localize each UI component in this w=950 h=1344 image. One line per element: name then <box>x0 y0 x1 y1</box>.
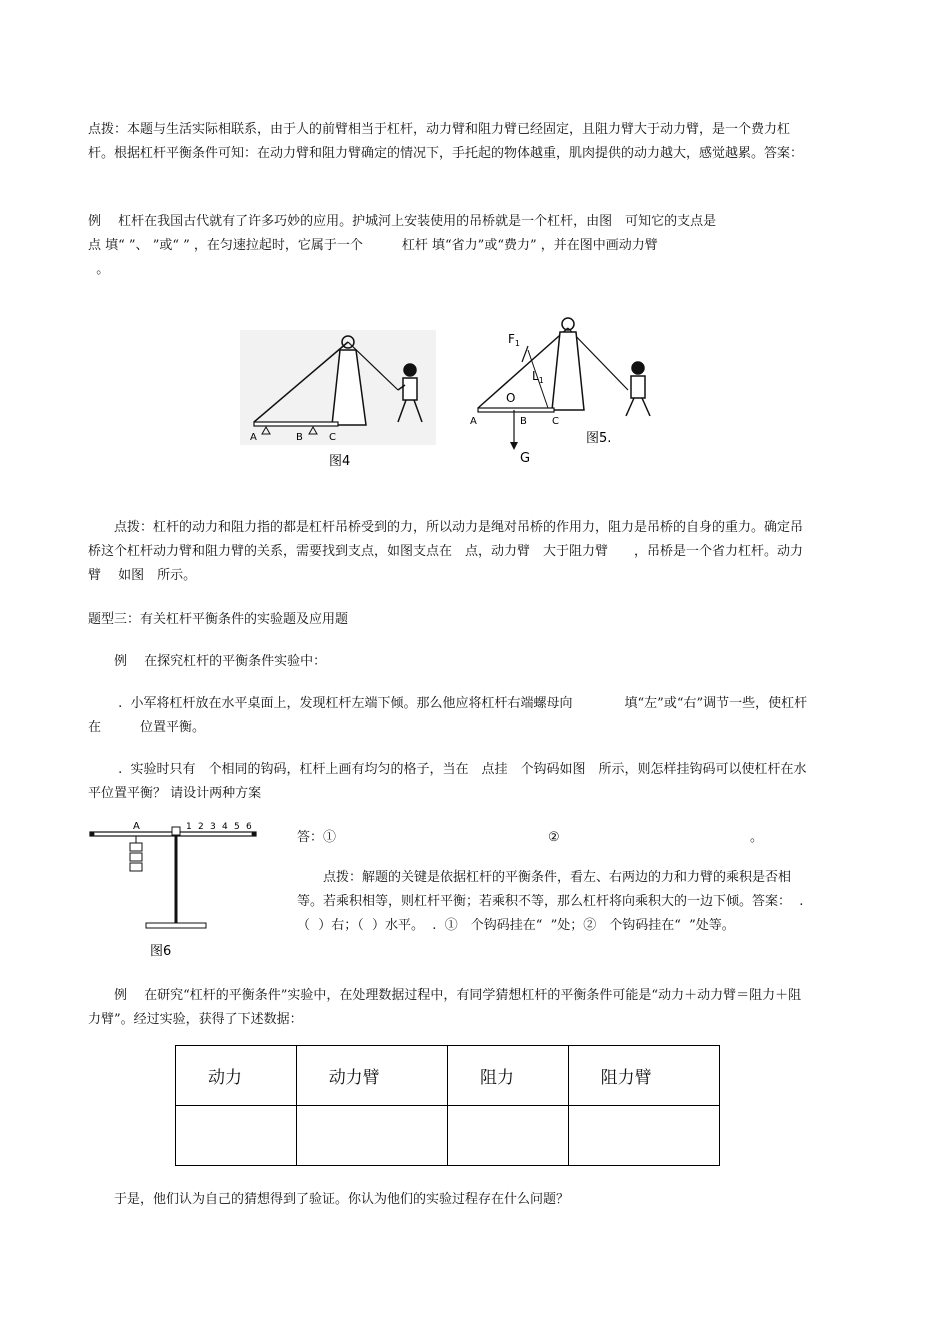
figure-6-weight-3 <box>130 863 142 871</box>
question-2: . 实验时只有 个相同的钩码，杠杆上画有均匀的格子，当在 点挂 个钩码如图 所示，则怎样挂钩码可以使杠杆在水平位置平衡？ 请设计两种方案 <box>88 762 807 801</box>
figure-5-gravity-arrowhead <box>510 442 518 450</box>
figure-6-left-nut <box>90 832 95 837</box>
figure-5-caption: 图5. <box>586 431 612 446</box>
figure-6-pivot <box>172 827 180 835</box>
figure-6-tick-labels <box>186 822 252 832</box>
figure-6-tick: 2 <box>198 822 204 832</box>
table-cell <box>176 1106 297 1166</box>
example-a-line-2: 点 填“ ”、 ”或“ ” ，在匀速拉起时，它属于一个 杠杆 填“省力”或“费力” ，并在图中画动力臂 <box>88 238 658 253</box>
hint-paragraph-1: 点拨：本题与生活实际相联系，由于人的前臂相当于杠杆，动力臂和阻力臂已经固定，且阻力臂大于动力臂，是一个费力杠杆。根据杠杆平衡条件可知：在动力臂和阻力臂确定的情况下，手托起的物体越重，肌肉提供的动力越大，感觉越累。答案： <box>88 122 804 161</box>
figure-4-caption: 图4 <box>329 454 351 469</box>
example-a-line-3: 。 <box>88 262 110 277</box>
table-header-row <box>176 1046 720 1106</box>
example-b-intro: 例 在探究杠杆的平衡条件实验中： <box>88 654 327 669</box>
table-header-cell: 阻力臂 <box>568 1046 719 1106</box>
answer-prefix: 答：① <box>297 830 337 845</box>
table-cell <box>568 1106 719 1166</box>
table-header-cell: 动力 <box>176 1046 297 1106</box>
figure-6-lever-apparatus <box>86 815 261 965</box>
figure-5-label-l1: $L_1$ <box>532 369 544 385</box>
figure-5-label-o: O <box>506 391 516 405</box>
figure-5-label-f1: $F_1$ <box>508 332 520 348</box>
table-header-cell: 动力臂 <box>296 1046 447 1106</box>
figure-5-label-b: B <box>520 416 527 427</box>
figure-4-drawbridge <box>240 330 440 475</box>
figure-4-label-c: C <box>329 432 336 443</box>
table-row <box>176 1106 720 1166</box>
figure-6-weight-2 <box>130 853 142 861</box>
figure-5-bridge-plank <box>478 408 554 412</box>
figure-6-tick: 4 <box>222 822 228 832</box>
figure-4-label-b: B <box>296 432 303 443</box>
closing-question: 于是，他们认为自己的猜想得到了验证。你认为他们的实验过程存在什么问题？ <box>88 1192 570 1207</box>
data-table <box>175 1045 720 1166</box>
figure-5-label-a: A <box>470 416 477 427</box>
hint-paragraph-3: 点拨：解题的关键是依据杠杆的平衡条件，看左、右两边的力和力臂的乘积是否相等。若乘积相等，则杠杆平衡；若乘积不等，那么杠杆将向乘积大的一边下倾。答案： . （ ）右；（ ）水平。 . ① 个钩码挂在“ ”处；② 个钩码挂在“ ”处等。 <box>297 870 812 933</box>
hint-paragraph-2: 点拨：杠杆的动力和阻力指的都是杠杆吊桥受到的力，所以动力是绳对吊桥的作用力，阻力是吊桥的自身的重力。确定吊桥这个杠杆动力臂和阻力臂的关系，需要找到支点，如图支点在 点，动力臂 大于阻力臂 ，吊桥是一个省力杠杆。动力臂 如图 所示。 <box>88 520 804 583</box>
question-1: . 小军将杠杆放在水平桌面上，发现杠杆左端下倾。那么他应将杠杆右端螺母向 填“左”或“右”调节一些，使杠杆在 位置平衡。 <box>88 696 808 735</box>
figure-6-tick: 5 <box>234 822 240 832</box>
figure-6-right-nut <box>252 832 257 837</box>
figure-5-man-pulling <box>626 362 650 416</box>
example-c-intro: 例 在研究“杠杆的平衡条件”实验中，在处理数据过程中，有同学猜想杠杆的平衡条件可能是“动力＋动力臂＝阻力＋阻力臂”。经过实验，获得了下述数据： <box>88 988 802 1027</box>
figure-6-stand-base <box>146 923 206 928</box>
figure-5-label-g: G <box>520 451 531 466</box>
figure-5-tower <box>552 332 584 410</box>
section-3-title: 题型三：有关杠杆平衡条件的实验题及应用题 <box>88 612 349 627</box>
figure-6-tick: 6 <box>246 822 252 832</box>
figure-4-label-a: A <box>250 432 257 443</box>
figure-6-label-a: A <box>133 821 140 832</box>
example-a-line-1: 例 杠杆在我国古代就有了许多巧妙的应用。护城河上安装使用的吊桥就是一个杠杆，由图 可知它的支点是 <box>88 214 717 229</box>
figure-5-label-c: C <box>552 416 559 427</box>
figure-6-caption: 图6 <box>150 944 172 959</box>
figure-6-weight-1 <box>130 843 142 851</box>
table-cell <box>447 1106 568 1166</box>
figure-6-tick: 3 <box>210 822 216 832</box>
figure-6-tick: 1 <box>186 822 192 832</box>
table-cell <box>296 1106 447 1166</box>
answer-mid: ② <box>548 830 560 845</box>
figure-5-force-f1-arrow <box>522 346 528 362</box>
answer-end: 。 <box>750 830 764 845</box>
figure-4-bridge-plank <box>254 422 338 426</box>
figure-5-drawbridge-annotated <box>468 310 668 470</box>
table-header-cell: 阻力 <box>447 1046 568 1106</box>
